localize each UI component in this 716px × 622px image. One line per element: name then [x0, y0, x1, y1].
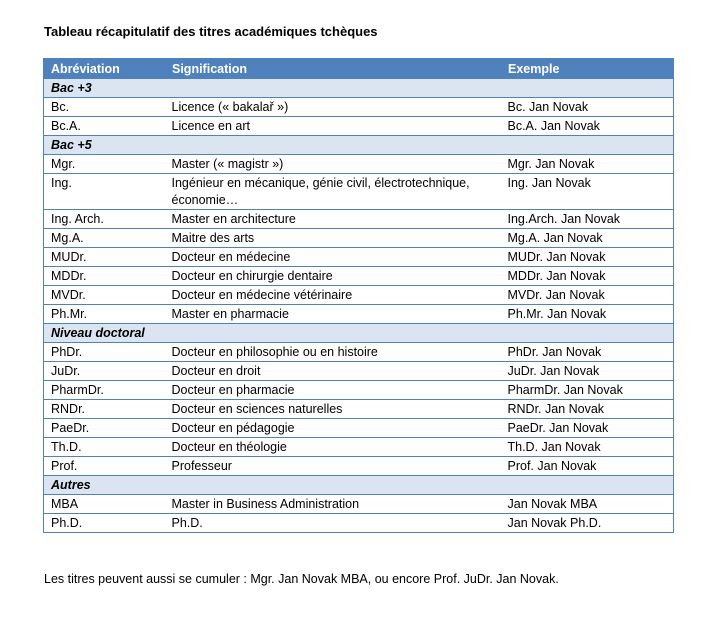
meaning-cell: Docteur en philosophie ou en histoire [165, 343, 501, 362]
meaning-cell: Master in Business Administration [165, 495, 501, 514]
abbreviation-cell: MUDr. [44, 248, 165, 267]
meaning-cell: Master en architecture [165, 210, 501, 229]
column-header-abbreviation: Abréviation [44, 59, 165, 79]
meaning-cell: Docteur en droit [165, 362, 501, 381]
abbreviation-cell: PharmDr. [44, 381, 165, 400]
example-cell: MDDr. Jan Novak [501, 267, 674, 286]
example-cell: PaeDr. Jan Novak [501, 419, 674, 438]
meaning-cell: Master en pharmacie [165, 305, 501, 324]
column-header-example: Exemple [501, 59, 674, 79]
abbreviation-cell: Ph.D. [44, 514, 165, 533]
abbreviation-cell: Ing. [44, 174, 165, 210]
header-row [44, 59, 674, 79]
document-title: Tableau récapitulatif des titres académiques tchèques [44, 24, 378, 39]
section-row [44, 476, 674, 495]
abbreviation-cell: PhDr. [44, 343, 165, 362]
abbreviation-cell: Ph.Mr. [44, 305, 165, 324]
meaning-cell: Ph.D. [165, 514, 501, 533]
example-cell: Th.D. Jan Novak [501, 438, 674, 457]
table-row [44, 514, 674, 533]
table-header [44, 59, 674, 79]
example-cell: Jan Novak MBA [501, 495, 674, 514]
meaning-cell: Docteur en médecine [165, 248, 501, 267]
example-cell: Mgr. Jan Novak [501, 155, 674, 174]
meaning-cell: Professeur [165, 457, 501, 476]
example-cell: Prof. Jan Novak [501, 457, 674, 476]
section-row [44, 324, 674, 343]
meaning-cell: Licence (« bakalař ») [165, 98, 501, 117]
column-header-meaning: Signification [165, 59, 501, 79]
section-label: Autres [44, 476, 674, 495]
section-label: Bac +5 [44, 136, 674, 155]
table-row [44, 155, 674, 174]
academic-titles-table [43, 58, 674, 533]
table-row [44, 457, 674, 476]
abbreviation-cell: Prof. [44, 457, 165, 476]
example-cell: PhDr. Jan Novak [501, 343, 674, 362]
table-row [44, 229, 674, 248]
example-cell: JuDr. Jan Novak [501, 362, 674, 381]
abbreviation-cell: PaeDr. [44, 419, 165, 438]
table-row [44, 305, 674, 324]
table-row [44, 248, 674, 267]
section-label: Bac +3 [44, 79, 674, 98]
table-row [44, 267, 674, 286]
example-cell: MVDr. Jan Novak [501, 286, 674, 305]
example-cell: Bc.A. Jan Novak [501, 117, 674, 136]
abbreviation-cell: MBA [44, 495, 165, 514]
section-label: Niveau doctoral [44, 324, 674, 343]
abbreviation-cell: JuDr. [44, 362, 165, 381]
example-cell: MUDr. Jan Novak [501, 248, 674, 267]
abbreviation-cell: Mgr. [44, 155, 165, 174]
table-row [44, 210, 674, 229]
example-cell: Jan Novak Ph.D. [501, 514, 674, 533]
section-row [44, 79, 674, 98]
meaning-cell: Master (« magistr ») [165, 155, 501, 174]
example-cell: PharmDr. Jan Novak [501, 381, 674, 400]
meaning-cell: Maitre des arts [165, 229, 501, 248]
abbreviation-cell: Bc.A. [44, 117, 165, 136]
meaning-cell: Docteur en pédagogie [165, 419, 501, 438]
table-row [44, 362, 674, 381]
example-cell: Bc. Jan Novak [501, 98, 674, 117]
abbreviation-cell: Ing. Arch. [44, 210, 165, 229]
meaning-cell: Docteur en médecine vétérinaire [165, 286, 501, 305]
abbreviation-cell: Bc. [44, 98, 165, 117]
section-row [44, 136, 674, 155]
table-row [44, 343, 674, 362]
footer-note: Les titres peuvent aussi se cumuler : Mgr. Jan Novak MBA, ou encore Prof. JuDr. Jan Novak. [44, 572, 559, 586]
table-row [44, 381, 674, 400]
meaning-cell: Ingénieur en mécanique, génie civil, électrotechnique, économie… [165, 174, 501, 210]
abbreviation-cell: MVDr. [44, 286, 165, 305]
table-row [44, 419, 674, 438]
example-cell: Ph.Mr. Jan Novak [501, 305, 674, 324]
meaning-cell: Docteur en sciences naturelles [165, 400, 501, 419]
meaning-cell: Licence en art [165, 117, 501, 136]
abbreviation-cell: Mg.A. [44, 229, 165, 248]
table-row [44, 174, 674, 210]
example-cell: Ing.Arch. Jan Novak [501, 210, 674, 229]
example-cell: RNDr. Jan Novak [501, 400, 674, 419]
table-body [44, 79, 674, 533]
table-row [44, 98, 674, 117]
table-row [44, 400, 674, 419]
abbreviation-cell: Th.D. [44, 438, 165, 457]
abbreviation-cell: RNDr. [44, 400, 165, 419]
meaning-cell: Docteur en théologie [165, 438, 501, 457]
meaning-cell: Docteur en chirurgie dentaire [165, 267, 501, 286]
table-row [44, 438, 674, 457]
table-row [44, 495, 674, 514]
table-row [44, 286, 674, 305]
abbreviation-cell: MDDr. [44, 267, 165, 286]
meaning-cell: Docteur en pharmacie [165, 381, 501, 400]
table-row [44, 117, 674, 136]
example-cell: Mg.A. Jan Novak [501, 229, 674, 248]
example-cell: Ing. Jan Novak [501, 174, 674, 210]
